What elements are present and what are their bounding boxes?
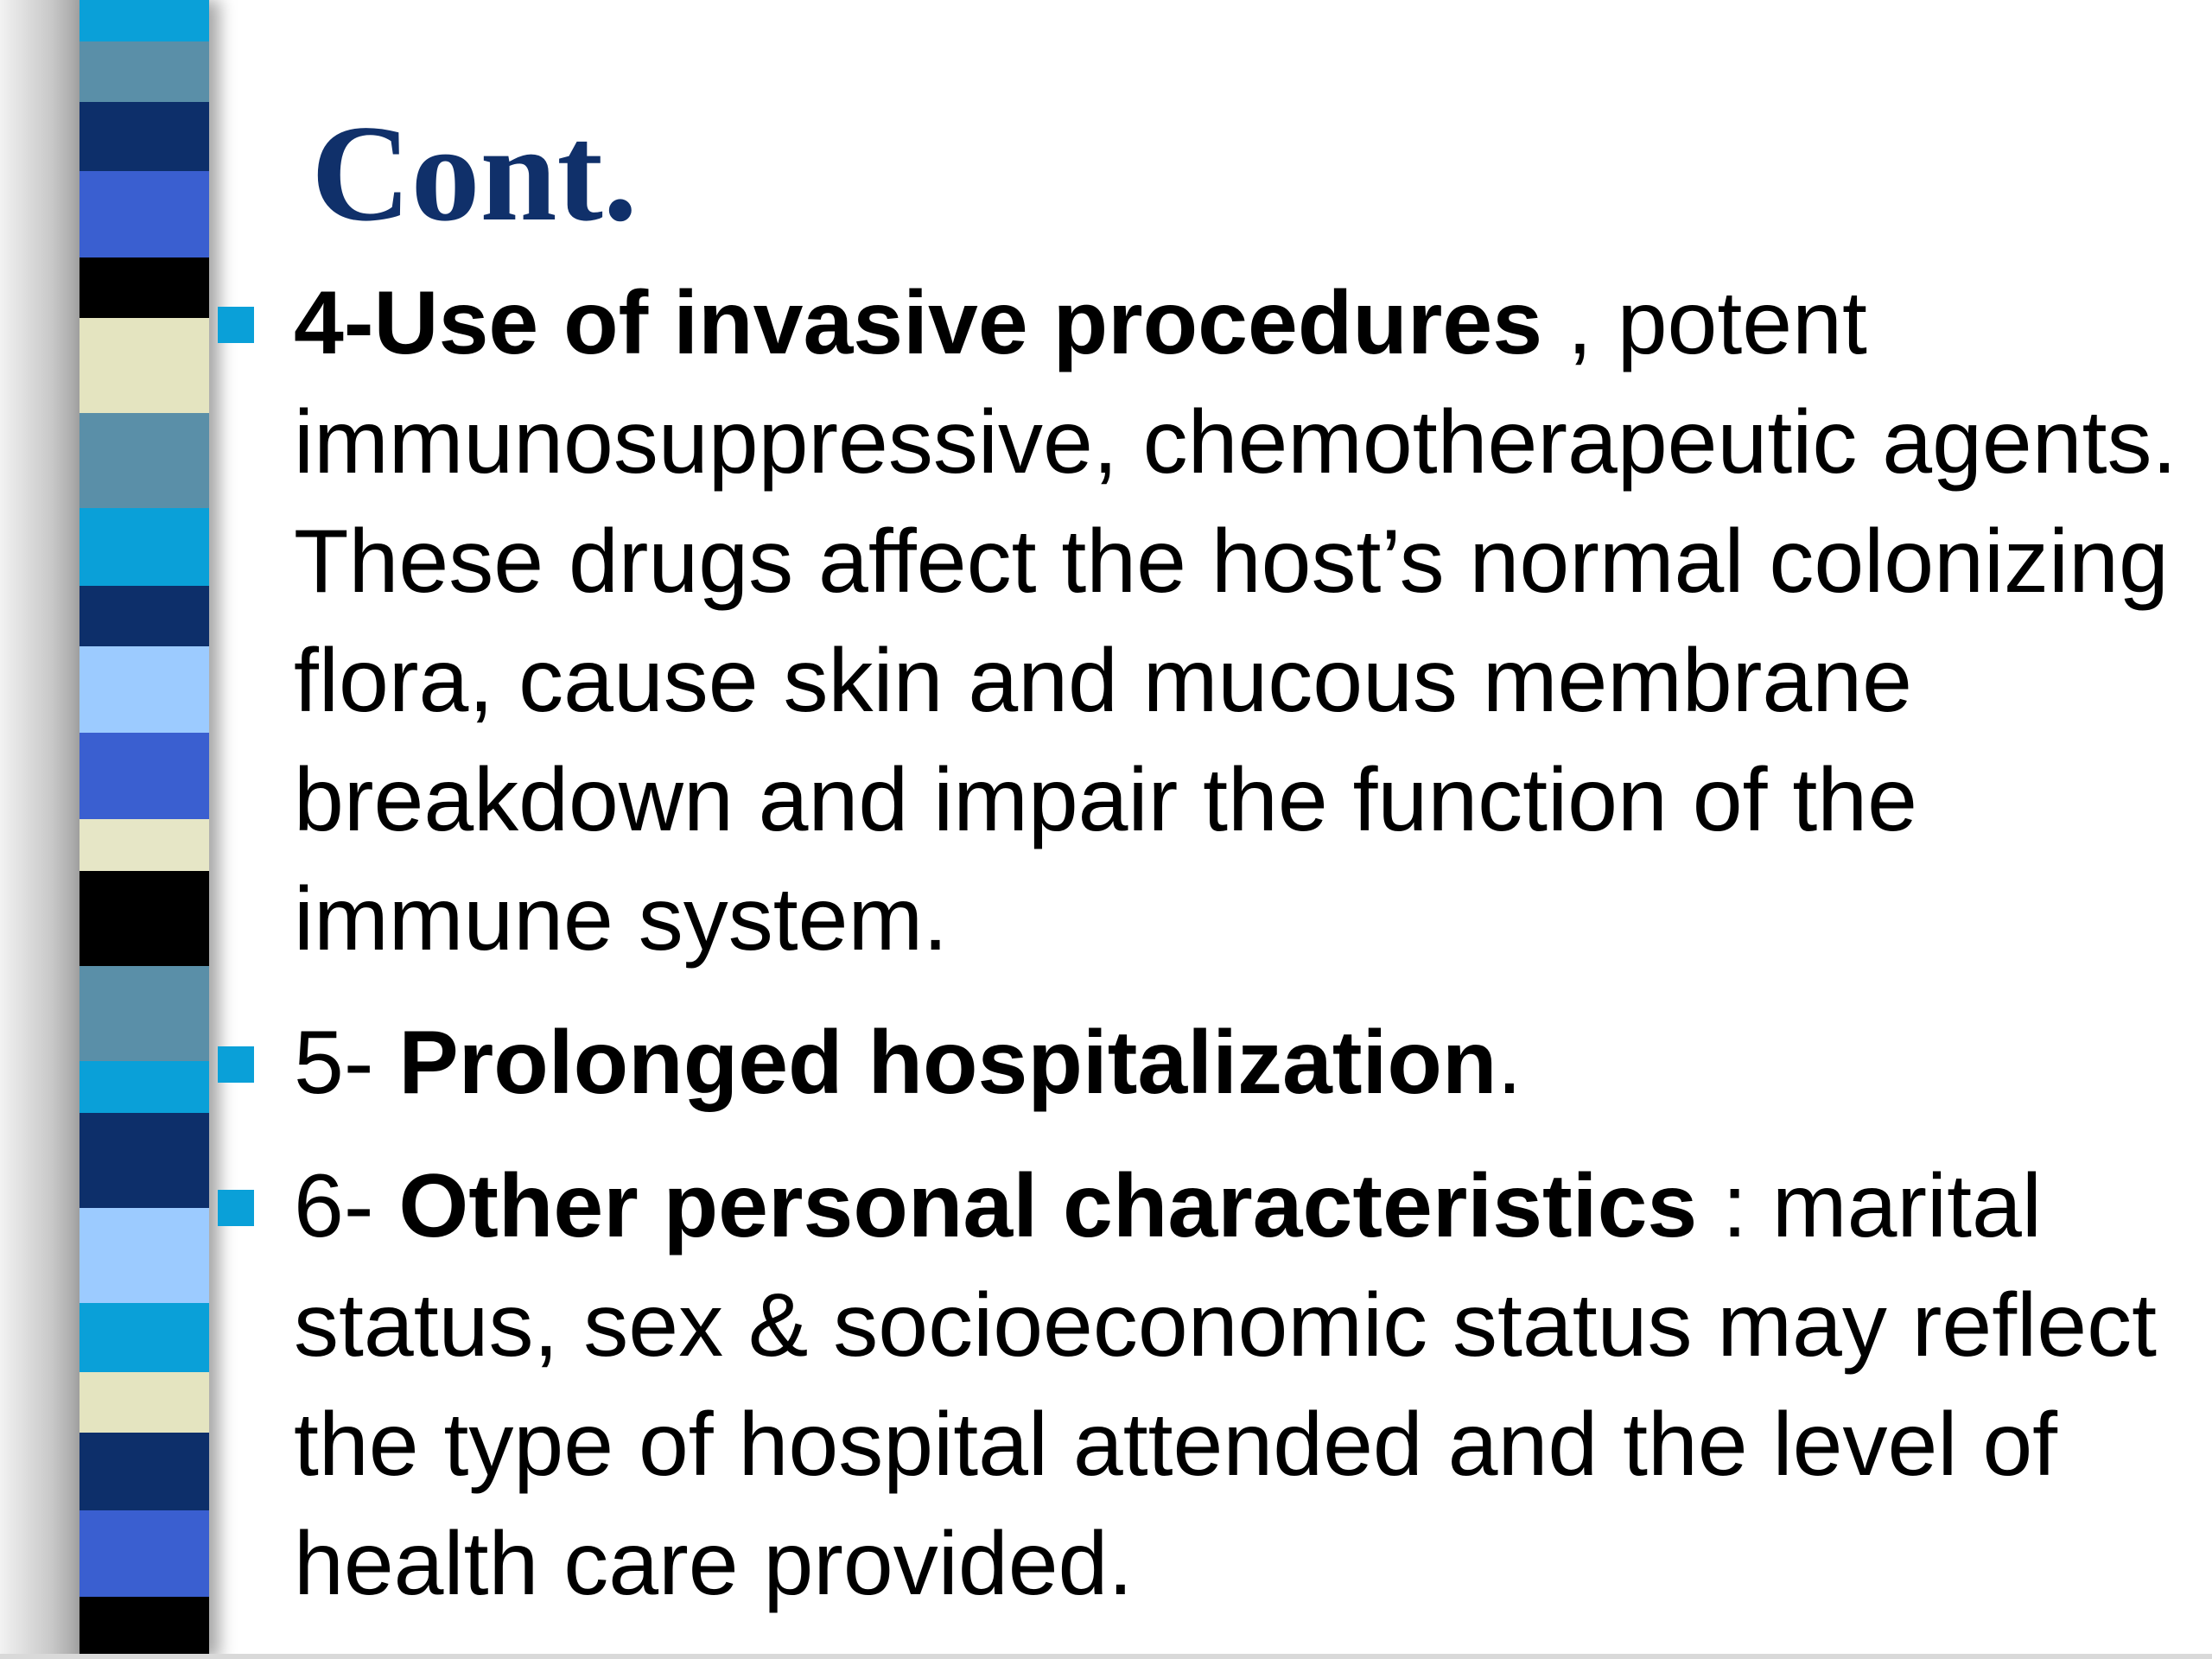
- bullet-heading: Other personal characteristics: [398, 1156, 1698, 1256]
- bullet-number: 6-: [294, 1156, 399, 1256]
- bullet-square-icon: [218, 1046, 254, 1083]
- bullet-square-icon: [218, 1190, 254, 1226]
- bullet-heading: 4-Use of invasive procedures: [294, 273, 1543, 373]
- strip-band: [79, 1061, 209, 1113]
- strip-band: [79, 586, 209, 646]
- strip-band: [79, 1303, 209, 1372]
- strip-band: [79, 733, 209, 819]
- strip-band: [79, 646, 209, 733]
- bullet-square-icon: [218, 307, 254, 343]
- strip-band: [79, 171, 209, 257]
- bullet-number: 5-: [294, 1013, 399, 1113]
- strip-band: [79, 413, 209, 508]
- strip-band: [79, 1597, 209, 1659]
- bullet-item-prolonged-hospitalization: [206, 1003, 2184, 1122]
- slide-title: Cont.: [311, 96, 638, 250]
- strip-band: [79, 1372, 209, 1433]
- strip-band: [79, 1433, 209, 1510]
- bullet-text: .: [1497, 1013, 1522, 1113]
- strip-band: [79, 41, 209, 102]
- bullet-text: , potent immunosuppressive, chemotherapeutic agents. These drugs affect the host’s normal colonizing flora, cause skin and mucous membrane breakdown and impair the function of the immune system.: [294, 273, 2177, 969]
- strip-band: [79, 966, 209, 1061]
- left-edge-shadow: [0, 0, 86, 1659]
- bullet-text: : marital status, sex & socioeconomic status may reflect the type of hospital attended and the level of health care provided.: [294, 1156, 2157, 1614]
- strip-band: [79, 257, 209, 318]
- bullet-item-invasive-procedures: [206, 264, 2184, 979]
- strip-band: [79, 0, 209, 41]
- bottom-border: [0, 1654, 2212, 1659]
- strip-band: [79, 819, 209, 871]
- strip-band: [79, 102, 209, 171]
- strip-band: [79, 871, 209, 966]
- strip-band: [79, 1113, 209, 1208]
- strip-band: [79, 318, 209, 413]
- strip-band: [79, 508, 209, 586]
- bullet-item-personal-characteristics: [206, 1147, 2184, 1624]
- strip-band: [79, 1510, 209, 1597]
- bullet-list: [206, 264, 2184, 1624]
- bullet-heading: Prolonged hospitalization: [398, 1013, 1497, 1113]
- strip-band: [79, 1208, 209, 1303]
- decorative-striped-bar: [79, 0, 209, 1659]
